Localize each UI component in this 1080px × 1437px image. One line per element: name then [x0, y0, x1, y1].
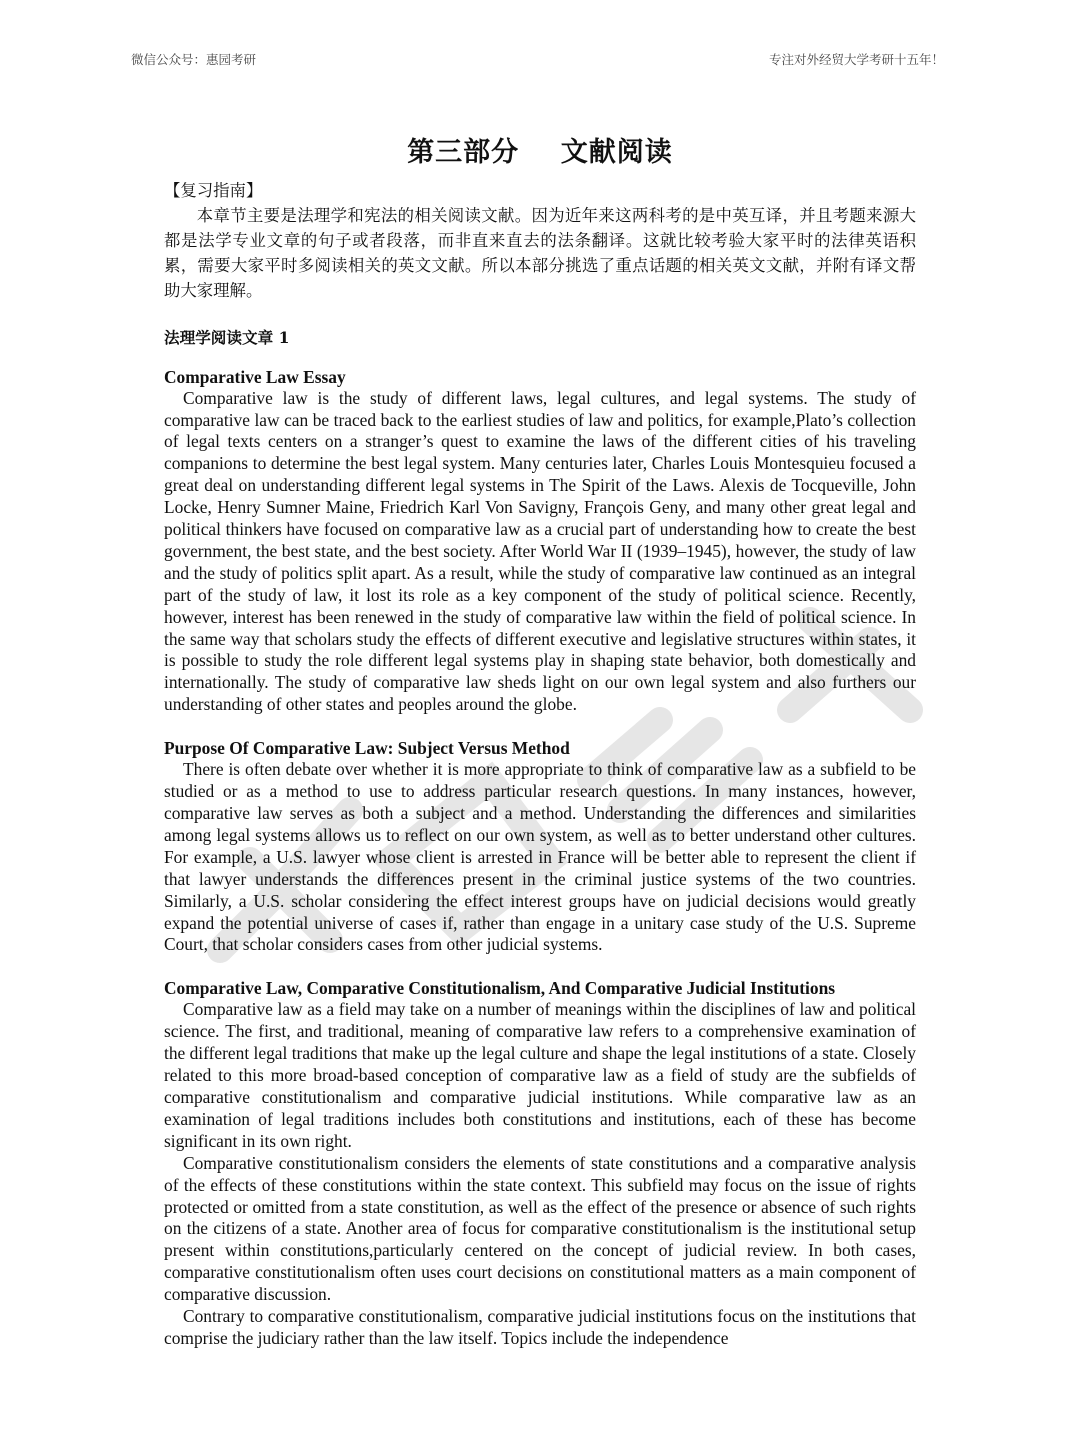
article-label: 法理学阅读文章 1 [164, 328, 290, 347]
page-title: 第三部分 文献阅读 [407, 137, 673, 168]
article-title: Comparative Law Essay [164, 366, 346, 387]
header-right-text: 专注对外经贸大学考研十五年！ [768, 52, 944, 67]
section-heading-purpose: Purpose Of Comparative Law: Subject Versus Method [164, 738, 570, 759]
main-content [164, 178, 916, 1350]
paragraph-4: Comparative constitutionalism considers the elements of state constitutions and a comparative analysis of the effects of these constitutions within the state context. This subfield may focus on the issue of rights protected or omitted from a state constitution, as well as the effect of the presence or absence of such rights on the citizens of a state. Another area of focus for comparative constitutionalism is the institutional setup present within constitutions,particularly centered on the concept of judicial review. In both cases, comparative constitutionalism often uses court decisions on constitutional matters as a main component of comparative discussion. [164, 1152, 916, 1305]
paragraph-5: Contrary to comparative constitutionalism, comparative judicial institutions focus on the institutions that comprise the judiciary rather than the law itself. Topics include the independence [164, 1306, 916, 1348]
guide-heading: 【复习指南】 [164, 181, 263, 200]
section-heading-comparative: Comparative Law, Comparative Constitutionalism, And Comparative Judicial Institutions [164, 978, 836, 999]
paragraph-3: Comparative law as a field may take on a number of meanings within the disciplines of law and political science. The first, and traditional, meaning of comparative law refers to a comprehensive examination of the different legal traditions that make up the legal culture and shape the legal institutions of a state. Closely related to this more broad-based conception of comparative law as a field of study are the subfields of comparative constitutionalism and comparative judicial institutions. While comparative law as an examination of legal traditions includes both constitutions and institutions, each of these has become significant in its own right. [164, 999, 916, 1151]
header-left-text: 微信公众号：惠园考研 [131, 52, 257, 67]
paragraph-2: There is often debate over whether it is more appropriate to think of comparative law as a subfield to be studied or as a method to use to address particular research questions. In many instances, however, comparative law serves as both a subject and a method. Understanding the differences and similarities among legal systems allows us to reflect on our own system, as well as to better understand other cultures. For example, a U.S. lawyer whose client is arrested in France will be better able to represent the client if that lawyer understands the differences present in the criminal justice systems of the two countries. Similarly, a U.S. scholar considering the effect interest groups have on judicial decisions would greatly expand the potential universe of cases if, rather than engage in a unitary case study of the U.S. Supreme Court, that scholar considers cases from other judicial systems. [164, 759, 916, 955]
paragraph-1: Comparative law is the study of different laws, legal cultures, and legal systems. The study of comparative law can be traced back to the earliest studies of law and politics, for example,Plato’s collection of legal texts centers on a stranger’s quest to examine the laws of the different cities of his traveling companions to determine the best legal system. Many centuries later, Charles Louis Montesquieu focused a great deal on understanding different legal systems in The Spirit of the Laws. Alexis de Tocqueville, John Locke, Henry Sumner Maine, Friedrich Karl Von Savigny, François Geny, and many other great legal and political thinkers have focused on comparative law as a crucial part of understanding how to create the best government, the best state, and the best society. After World War II (1939–1945), however, the study of law and the study of politics split apart. As a result, while the study of comparative law continued as an integral part of the study of law, it lost its role as a key component of the study of political science. Recently, however, interest has been renewed in the study of comparative law within the field of political science. In the same way that scholars study the effects of different executive and legislative structures within states, it is possible to study the role different legal systems play in shaping state behavior, both domestically and internationally. The study of comparative law sheds light on our own legal system and also furthers our understanding of other states and peoples around the globe. [164, 387, 916, 715]
guide-paragraph: 本章节主要是法理学和宪法的相关阅读文献。因为近年来这两科考的是中英互译，并且考题来源大都是法学专业文章的句子或者段落，而非直来直去的法条翻译。这就比较考验大家平时的法律英语积累，需要大家平时多阅读相关的英文文献。所以本部分挑选了重点话题的相关英文文献，并附有译文帮助大家理解。 [164, 206, 916, 300]
